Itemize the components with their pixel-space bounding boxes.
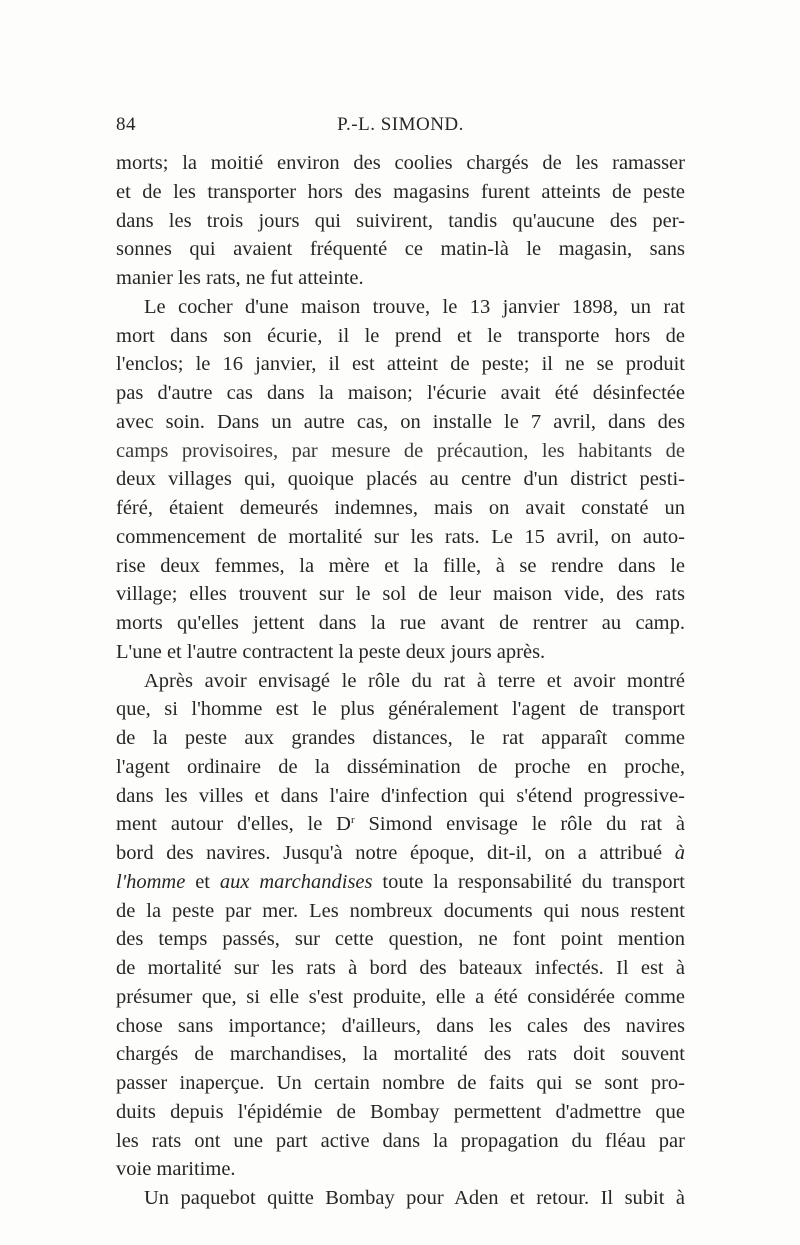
page-number: 84 — [116, 114, 136, 135]
text-line: chose sans importance; d'ailleurs, dans les cales des navires — [116, 1014, 685, 1037]
text-line: les rats ont une part active dans la propagation du fléau par — [116, 1129, 685, 1152]
text-line: l'agent ordinaire de la dissémination de proche en proche, — [116, 755, 685, 778]
text-line: dans les villes et dans l'aire d'infection qui s'étend progressive- — [116, 784, 685, 807]
text-line: et de les transporter hors des magasins furent atteints de peste — [116, 180, 685, 203]
text-line: deux villages qui, quoique placés au centre d'un district pesti- — [116, 468, 685, 491]
text-line: rise deux femmes, la mère et la fille, à se rendre dans le — [116, 554, 685, 577]
text-line: voie maritime. — [116, 1158, 236, 1181]
text-line: commencement de mortalité sur les rats. Le 15 avril, on auto- — [116, 525, 685, 548]
text-line: Après avoir envisagé le rôle du rat à terre et avoir montré — [144, 669, 685, 692]
text-line: que, si l'homme est le plus généralement l'agent de transport — [116, 698, 685, 721]
body-text — [116, 149, 685, 1213]
text-line: manier les rats, ne fut atteinte. — [116, 267, 364, 289]
text-line: présumer que, si elle s'est produite, elle a été considérée comme — [116, 985, 685, 1008]
running-head — [116, 114, 685, 140]
text-line: Un paquebot quitte Bombay pour Aden et retour. Il subit à — [144, 1187, 685, 1209]
text-line: morts; la moitié environ des coolies chargés de les ramasser — [116, 152, 685, 174]
text-line: pas d'autre cas dans la maison; l'écurie avait été désinfectée — [116, 382, 685, 404]
text-line: féré, étaient demeurés indemnes, mais on avait constaté un — [116, 497, 685, 519]
text-line: Le cocher d'une maison trouve, le 13 janvier 1898, un rat — [144, 295, 685, 318]
italic-fragment: aux marchandises — [219, 870, 373, 893]
text-line: passer inaperçue. Un certain nombre de faits qui se sont pro- — [116, 1072, 685, 1094]
text-line-with-italic — [116, 868, 685, 897]
text-line: l'enclos; le 16 janvier, il est atteint de peste; il ne se produit — [116, 353, 685, 376]
text-line: dans les trois jours qui suivirent, tandis qu'aucune des per- — [116, 209, 685, 232]
text-line: de mortalité sur les rats à bord des bateaux infectés. Il est à — [116, 957, 685, 979]
italic-fragment: l'homme — [116, 870, 186, 893]
italic-fragment: à — [674, 842, 685, 864]
text-fragment: Simond envisage le rôle du rat à — [354, 813, 685, 836]
text-fragment: ment autour d'elles, le D — [116, 813, 351, 836]
text-line: camps provisoires, par mesure de précaution, les habitants de — [116, 439, 685, 462]
text-line: des temps passés, sur cette question, ne font point mention — [116, 928, 685, 951]
text-line: de la peste aux grandes distances, le rat apparaît comme — [116, 727, 685, 749]
text-line-with-italic — [116, 839, 685, 868]
text-line: L'une et l'autre contractent la peste deux jours après. — [116, 640, 546, 663]
text-fragment: et — [185, 870, 220, 893]
text-fragment: toute la responsabilité du transport — [372, 870, 685, 893]
text-line: morts qu'elles jettent dans la rue avant de rentrer au camp. — [116, 612, 685, 634]
text-line: chargés de marchandises, la mortalité des rats doit souvent — [116, 1043, 685, 1066]
superscript: r — [350, 814, 355, 827]
text-fragment: bord des navires. Jusqu'à notre époque, dit-il, on a attribué — [116, 842, 663, 864]
text-line: de la peste par mer. Les nombreux documents qui nous restent — [116, 899, 685, 922]
text-line: sonnes qui avaient fréquenté ce matin-là le magasin, sans — [116, 238, 685, 261]
text-line: avec soin. Dans un autre cas, on installe le 7 avril, dans des — [116, 410, 685, 433]
text-line: duits depuis l'épidémie de Bombay permettent d'admettre que — [116, 1100, 685, 1123]
text-line: mort dans son écurie, il le prend et le transporte hors de — [116, 324, 685, 347]
text-line-with-superscript — [116, 810, 685, 839]
running-title: P.-L. SIMOND. — [337, 114, 464, 135]
text-line: village; elles trouvent sur le sol de leur maison vide, des rats — [116, 583, 685, 606]
